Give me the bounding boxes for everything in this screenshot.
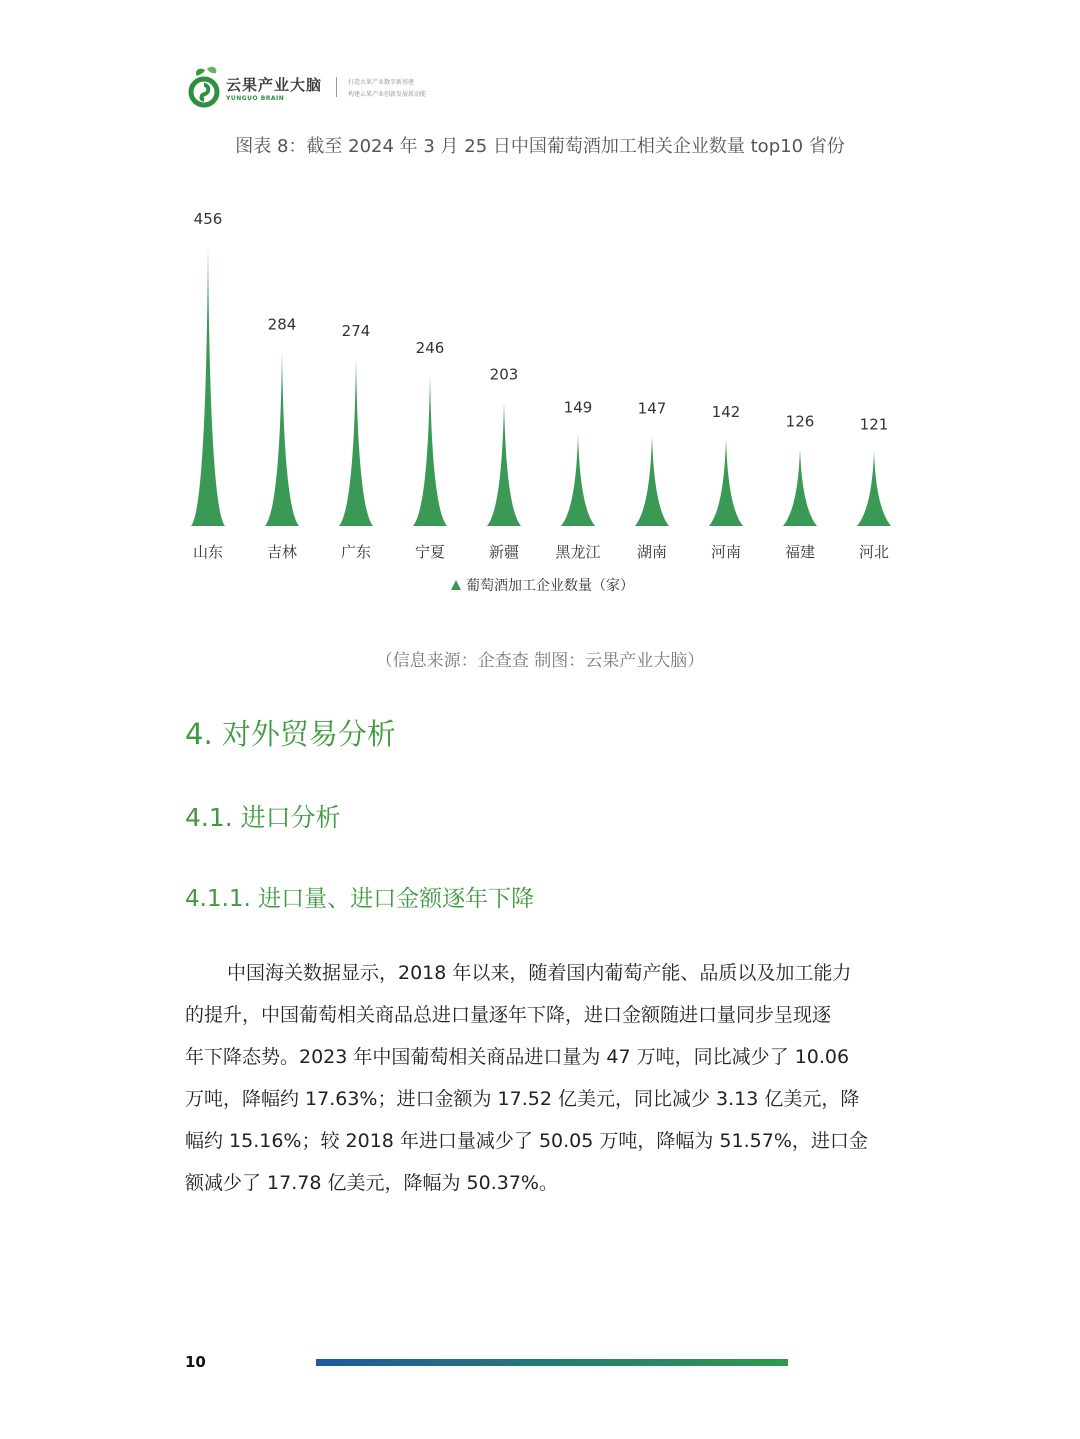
data-label: 203	[489, 365, 519, 384]
category-label: 广东	[340, 543, 372, 561]
paragraph-line: 年下降态势。2023 年中国葡萄相关商品进口量为 47 万吨，同比减少了 10.06	[185, 1046, 850, 1068]
category-label: 新疆	[488, 543, 520, 561]
data-label: 284	[267, 315, 297, 334]
data-label: 149	[563, 398, 593, 417]
paragraph-line: 的提升，中国葡萄相关商品总进口量逐年下降，进口金额随进口量同步呈现逐	[185, 1004, 832, 1026]
category-label: 黑龙江	[555, 543, 601, 561]
data-label: 126	[785, 412, 815, 431]
bar-湖南	[635, 436, 669, 526]
paragraph-line: 万吨，降幅约 17.63%；进口金额为 17.52 亿美元，同比减少 3.13 亿美元，降	[185, 1088, 860, 1110]
category-label: 福建	[784, 543, 816, 561]
body-paragraph	[185, 955, 897, 1207]
paragraph-line: 中国海关数据显示，2018 年以来，随着国内葡萄产能、品质以及加工能力	[227, 962, 852, 984]
logo-icon	[188, 64, 222, 108]
bar-chart	[180, 196, 900, 606]
data-label: 121	[859, 415, 889, 434]
data-label: 147	[637, 399, 667, 418]
category-label: 湖南	[636, 543, 668, 561]
category-label: 吉林	[266, 543, 298, 561]
data-label: 456	[193, 210, 223, 228]
paragraph-line: 额减少了 17.78 亿美元，降幅为 50.37%。	[185, 1172, 558, 1194]
category-label: 河北	[858, 543, 890, 561]
bar-广东	[339, 358, 373, 526]
bar-新疆	[487, 401, 521, 526]
category-label: 宁夏	[414, 543, 446, 561]
subsubsection-heading: 4.1.1. 进口量、进口金额逐年下降	[185, 886, 535, 912]
brand-name: 云果产业大脑	[226, 76, 323, 94]
category-label: 山东	[192, 543, 224, 561]
legend-marker	[451, 580, 461, 590]
bar-山东	[191, 246, 225, 526]
slogan-line-1: 打造水果产业数字新基建	[348, 79, 415, 86]
section-heading: 4. 对外贸易分析	[185, 717, 396, 751]
data-label: 274	[341, 321, 371, 340]
brand-header	[188, 64, 508, 110]
subsection-heading: 4.1. 进口分析	[185, 803, 341, 832]
page-number: 10	[185, 1353, 206, 1371]
data-label: 142	[711, 402, 741, 421]
data-label: 246	[415, 338, 445, 357]
bar-宁夏	[413, 375, 447, 526]
paragraph-line: 幅约 15.16%；较 2018 年进口量减少了 50.05 万吨，降幅为 51.57%，进口金	[185, 1130, 868, 1152]
category-label: 河南	[710, 543, 742, 561]
brand-name-en: YUNGUO BRAIN	[226, 95, 285, 102]
chart-canvas	[180, 196, 900, 606]
chart-source: （信息来源：企查查 制图：云果产业大脑）	[375, 651, 705, 671]
legend-label: 葡萄酒加工企业数量（家）	[466, 578, 634, 594]
footer-gradient-bar	[316, 1359, 788, 1366]
bar-福建	[783, 449, 817, 526]
bar-黑龙江	[561, 435, 595, 526]
bar-吉林	[265, 352, 299, 526]
bar-河北	[857, 452, 891, 526]
chart-title: 图表 8：截至 2024 年 3 月 25 日中国葡萄酒加工相关企业数量 top10 省份	[235, 136, 845, 157]
header-divider	[336, 77, 337, 97]
slogan-line-2: 构建云果产业创新发展新动能	[348, 91, 427, 98]
bar-河南	[709, 439, 743, 526]
